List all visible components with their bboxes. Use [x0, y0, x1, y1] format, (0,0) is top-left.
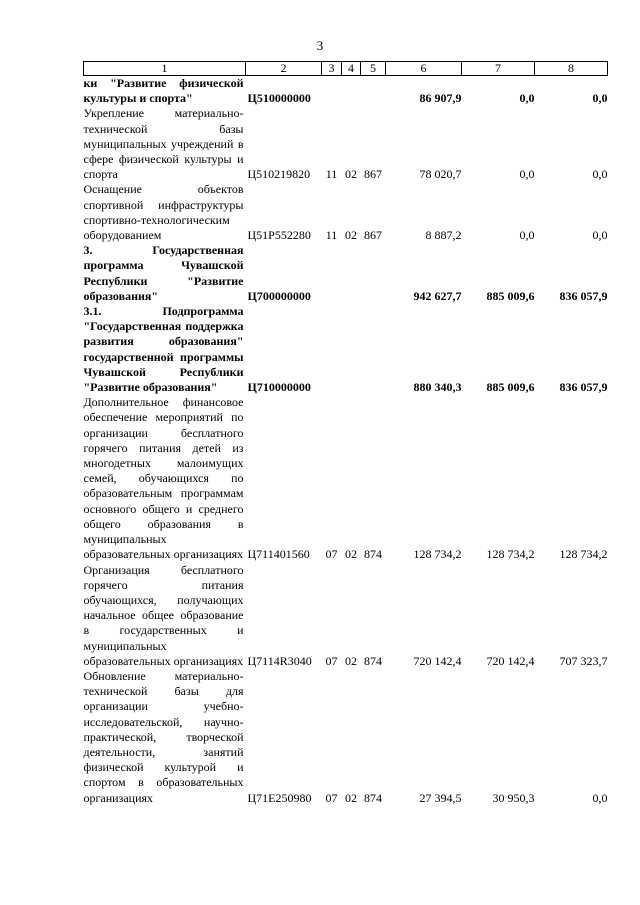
column-header: 6 [386, 62, 462, 76]
row-subsection [342, 304, 361, 395]
page-number: 3 [316, 38, 324, 53]
row-amount-3: 707 323,7 [559, 653, 608, 668]
row-code: Ц510000000 [247, 91, 311, 106]
column-header: 4 [342, 62, 361, 76]
row-amount-1: 78 020,7 [419, 167, 462, 182]
row-amount-3: 128 734,2 [559, 547, 608, 562]
row-amount-3: 836 057,9 [559, 288, 608, 303]
row-expense-type [361, 76, 386, 107]
row-expense-type: 874 [364, 790, 382, 805]
table-row [84, 106, 608, 182]
row-section: 07 [325, 790, 338, 805]
row-section: 07 [325, 653, 338, 668]
column-header: 7 [462, 62, 535, 76]
row-amount-1: 86 907,9 [419, 91, 462, 106]
table-row [84, 182, 608, 243]
column-header: 1 [84, 62, 246, 76]
row-amount-1: 128 734,2 [413, 547, 462, 562]
row-expense-type [361, 243, 386, 304]
row-section [322, 243, 342, 304]
row-code: Ц700000000 [247, 288, 311, 303]
column-header: 8 [535, 62, 608, 76]
row-section: 11 [325, 167, 338, 182]
row-code: Ц7114R3040 [247, 653, 312, 668]
row-amount-2: 885 009,6 [486, 288, 535, 303]
row-amount-2: 0,0 [519, 91, 535, 106]
row-amount-1: 27 394,5 [419, 790, 462, 805]
row-name: Дополнительное финансовое обеспечение мероприятий по организации бесплатного горячего питания детей из многодетных малоимущих семей, обучающихся по образовательным программам основного общего и среднего общего образования в муниципальных образовательных организациях [83, 395, 244, 562]
row-subsection [342, 243, 361, 304]
row-subsection: 02 [345, 167, 357, 182]
row-amount-3: 0,0 [592, 790, 608, 805]
row-code: Ц711401560 [247, 547, 310, 562]
row-amount-2: 885 009,6 [486, 380, 535, 395]
row-name: Обновление материально-технической базы для организации учебно-исследовательской, научно-практической, творческой деятельности, занятий физической культурой и спортом в образовательных организациях [83, 668, 244, 805]
row-amount-1: 880 340,3 [413, 380, 462, 395]
row-amount-1: 942 627,7 [413, 288, 462, 303]
row-expense-type: 867 [364, 167, 382, 182]
table-row [84, 395, 608, 562]
row-subsection: 02 [345, 653, 357, 668]
budget-table [83, 61, 608, 806]
row-code: Ц510219820 [247, 167, 311, 182]
row-section: 11 [325, 228, 338, 243]
column-header: 2 [246, 62, 322, 76]
table-row [84, 563, 608, 669]
row-subsection: 02 [345, 790, 357, 805]
row-name: 3. Государственная программа Чувашской Республики "Развитие образования" [83, 243, 244, 303]
row-subsection: 02 [345, 547, 357, 562]
row-amount-1: 8 887,2 [425, 228, 462, 243]
row-amount-2: 720 142,4 [486, 653, 535, 668]
row-subsection [342, 76, 361, 107]
row-expense-type: 867 [364, 228, 382, 243]
row-section: 07 [325, 547, 338, 562]
row-name: Укрепление материально-технической базы муниципальных учреждений в сфере физической культуры и спорта [83, 106, 244, 182]
row-name: ки "Развитие физической культуры и спорта" [83, 76, 244, 106]
row-amount-2: 0,0 [519, 228, 535, 243]
row-expense-type [361, 304, 386, 395]
row-amount-3: 0,0 [592, 167, 608, 182]
row-expense-type: 874 [364, 547, 382, 562]
row-amount-3: 836 057,9 [559, 380, 608, 395]
column-header: 3 [322, 62, 342, 76]
row-code: Ц71E250980 [247, 790, 312, 805]
row-amount-1: 720 142,4 [413, 653, 462, 668]
row-amount-2: 0,0 [519, 167, 535, 182]
row-code: Ц51P552280 [247, 228, 311, 243]
row-amount-2: 30 950,3 [492, 790, 535, 805]
row-amount-3: 0,0 [592, 228, 608, 243]
row-subsection: 02 [345, 228, 357, 243]
row-section [322, 304, 342, 395]
row-amount-3: 0,0 [592, 91, 608, 106]
table-row [84, 669, 608, 806]
table-header-row [84, 62, 608, 76]
row-expense-type: 874 [364, 653, 382, 668]
row-name: Организация бесплатного горячего питания обучающихся, получающих начальное общее образование в государственных и муниципальных образовательных организациях [83, 562, 244, 668]
table-row [84, 304, 608, 395]
row-name: 3.1. Подпрограмма "Государственная поддержка развития образования" государственной программы Чувашской Республики "Развитие образования" [83, 304, 244, 395]
table-body [84, 76, 608, 806]
table-row [84, 243, 608, 304]
row-code: Ц710000000 [247, 380, 311, 395]
row-name: Оснащение объектов спортивной инфраструктуры спортивно-технологическим оборудованием [83, 182, 244, 243]
row-amount-2: 128 734,2 [486, 547, 535, 562]
table-row [84, 76, 608, 107]
row-section [322, 76, 342, 107]
column-header: 5 [361, 62, 386, 76]
